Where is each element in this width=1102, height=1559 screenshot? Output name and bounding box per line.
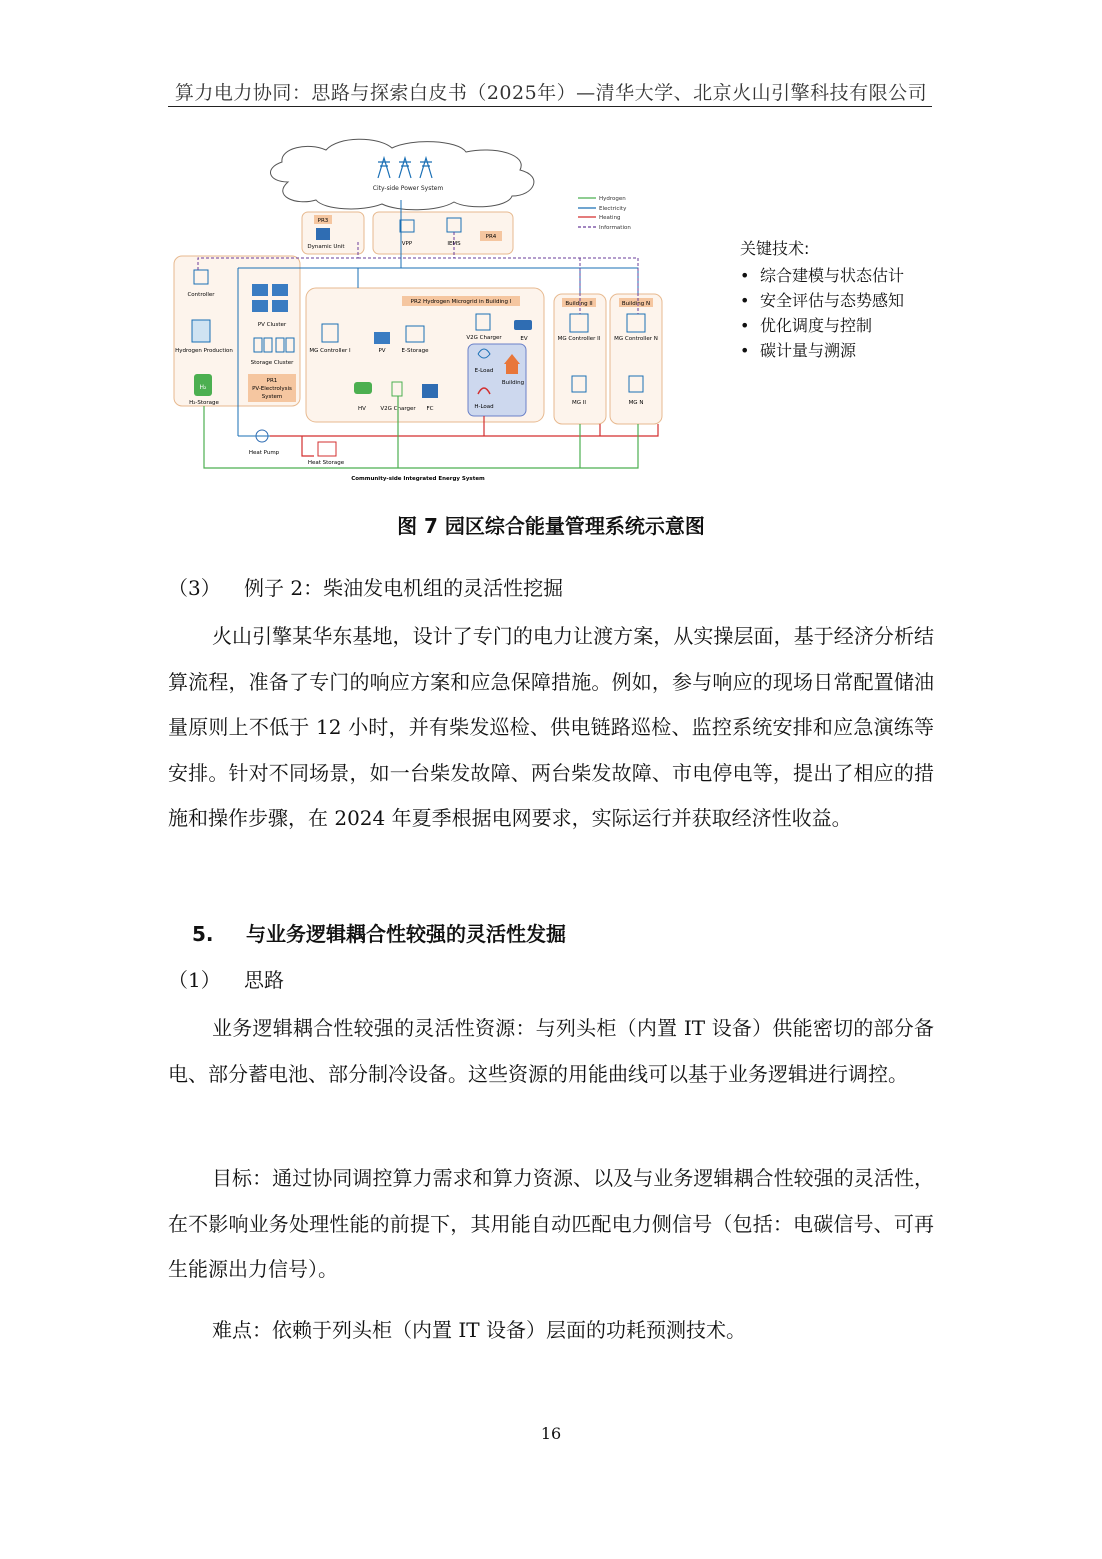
legend-heating: Heating: [599, 215, 621, 221]
dynamic-unit-icon: [316, 228, 330, 240]
hydrogen-production-icon: [192, 320, 210, 342]
key-technology-title: 关键技术:: [740, 239, 810, 258]
paragraph-goal: 目标：通过协同调控算力需求和算力资源、以及与业务逻辑耦合性较强的灵活性，在不影响业务处理性能的前提下，其用能自动匹配电力侧信号（包括：电碳信号、可再生能源出力信号）。: [168, 1166, 934, 1281]
pr4-tag: PR4: [485, 234, 497, 240]
legend-electricity: Electricity: [599, 206, 627, 212]
mg-controller-2-label: MG Controller II: [557, 336, 601, 342]
building-label: Building: [501, 380, 525, 386]
ev-label: EV: [520, 336, 528, 342]
h-load-label: H-Load: [474, 404, 494, 410]
community-label: Community-side Integrated Energy System: [351, 476, 485, 482]
controller-label: Controller: [187, 292, 215, 298]
key-technology-item: • 碳计量与溯源: [740, 338, 904, 363]
e-load-label: E-Load: [474, 368, 494, 374]
iems-label: IEMS: [447, 241, 461, 247]
subsection-approach: [168, 964, 284, 993]
paragraph-difficulty: 难点：依赖于列头柜（内置 IT 设备）层面的功耗预测技术。: [212, 1318, 746, 1342]
vpp-label: VPP: [401, 241, 413, 247]
subsection-title: 例子 2：柴油发电机组的灵活性挖掘: [244, 576, 564, 600]
legend-hydrogen: Hydrogen: [599, 196, 626, 202]
subsection-example-2: [168, 572, 563, 601]
key-technology-item: • 优化调度与控制: [740, 313, 904, 338]
pv-label: PV: [378, 348, 386, 354]
dynamic-unit-label: Dynamic Unit: [307, 244, 345, 250]
fc-label: FC: [426, 406, 434, 412]
section-number: 5.: [192, 922, 214, 946]
section-title: 与业务逻辑耦合性较强的灵活性发掘: [246, 922, 566, 946]
ev-icon: [514, 320, 532, 330]
paragraph-resources: 业务逻辑耦合性较强的灵活性资源：与列头柜（内置 IT 设备）供能密切的部分备电、部分蓄电池、部分制冷设备。这些资源的用能曲线可以基于业务逻辑进行调控。: [168, 1016, 934, 1086]
key-technology-item: • 综合建模与状态估计: [740, 263, 904, 288]
pv-cluster-label: PV Cluster: [257, 322, 287, 328]
h2-storage-label: H₂-Storage: [189, 400, 219, 406]
running-header: 算力电力协同：思路与探索白皮书（2025年）—清华大学、北京火山引擎科技有限公司: [174, 82, 928, 104]
v2g-charger-label: V2G Charger: [466, 335, 502, 341]
legend: [578, 196, 631, 231]
hv-icon: [354, 382, 372, 394]
subsection-title: 思路: [244, 968, 284, 992]
hydrogen-production-label: Hydrogen Production: [175, 348, 233, 354]
mg-controller-1-label: MG Controller I: [309, 348, 351, 354]
subsection-number: （3）: [168, 576, 221, 600]
pr1-desc-1: PV-Electrolysis: [252, 386, 292, 392]
building-n-tag: Building N: [621, 301, 651, 307]
city-label: City-side Power System: [372, 185, 444, 192]
paragraph-diesel: 火山引擎某华东基地，设计了专门的电力让渡方案，从实操层面，基于经济分析结算流程，准备了专门的响应方案和应急保障措施。例如，参与响应的现场日常配置储油量原则上不低于 12 小时，并有柴发巡检、供电链路巡检、监控系统安排和应急演练等安排。针对不同场景，如一台柴发故障、两台柴发故障、市电停电等，提出了相应的措施和操作步骤，在 2024 年夏季根据电网要求，实际运行并获取经济性收益。: [168, 624, 934, 830]
fc-icon: [422, 384, 438, 398]
city-cloud: [271, 139, 534, 210]
header-rule: [168, 106, 932, 107]
v2g-charger2-label: V2G Charger: [380, 406, 416, 412]
e-storage-label: E-Storage: [401, 348, 429, 354]
building-2-tag: Building II: [565, 301, 593, 307]
figure-energy-system: [168, 138, 934, 490]
legend-information: Information: [599, 225, 631, 231]
heat-pump-label: Heat Pump: [248, 450, 280, 456]
subsection-number: （1）: [168, 968, 221, 992]
mg-n-label: MG N: [628, 400, 644, 406]
page-number: 16: [540, 1424, 562, 1443]
heat-storage-icon: [318, 442, 336, 456]
pv-icon: [374, 332, 390, 344]
pr1-tag: PR1: [266, 378, 278, 384]
figure-caption: 图 7 园区综合能量管理系统示意图: [397, 514, 705, 538]
mg-controller-n-label: MG Controller N: [614, 336, 658, 342]
pr1-desc-2: System: [261, 394, 283, 400]
pr3-tag: PR3: [317, 218, 329, 224]
pr2-tag: PR2 Hydrogen Microgrid in Building I: [410, 299, 512, 305]
storage-cluster-label: Storage Cluster: [250, 360, 294, 366]
heat-storage-label: Heat Storage: [307, 460, 345, 466]
h2-tag: H₂: [199, 384, 207, 391]
key-technology-list: [740, 236, 904, 363]
mg-2-label: MG II: [572, 400, 586, 406]
key-technology-item: • 安全评估与态势感知: [740, 288, 904, 313]
hv-label: HV: [358, 406, 366, 412]
section-5-heading: [192, 918, 566, 947]
